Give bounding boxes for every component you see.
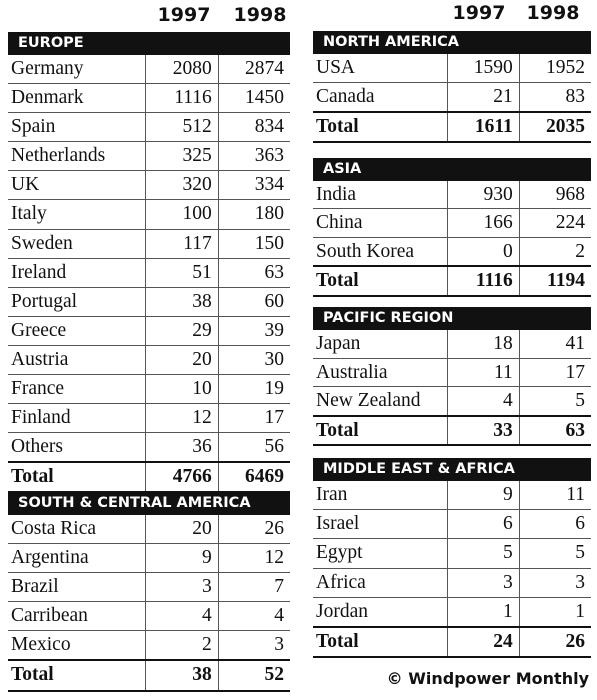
value-1997: 9 — [145, 544, 217, 572]
value-1997: 36 — [145, 433, 217, 461]
country-name: France — [11, 378, 65, 400]
value-1997: 18 — [447, 330, 519, 358]
value-1998: 334 — [218, 171, 290, 199]
table-row — [313, 598, 591, 626]
total-row — [8, 461, 290, 493]
country-name: Netherlands — [11, 145, 106, 167]
region-title: PACIFIC REGION — [313, 307, 591, 330]
country-name: USA — [316, 57, 356, 78]
value-1998: 39 — [218, 317, 290, 345]
value-1997: 9 — [447, 481, 519, 509]
country-name: Canada — [316, 86, 375, 107]
region-pacific-region — [313, 307, 591, 446]
value-1998: 2874 — [218, 55, 290, 83]
country-name: Iran — [316, 484, 348, 505]
country-name: Brazil — [11, 576, 59, 598]
table-row — [8, 200, 290, 229]
table-row — [313, 181, 591, 209]
value-1997: 38 — [145, 288, 217, 316]
table-row — [313, 209, 591, 237]
value-1997: 320 — [145, 171, 217, 199]
value-1998: 1450 — [218, 84, 290, 112]
table-row — [8, 230, 290, 259]
value-1997: 1116 — [447, 267, 519, 294]
country-name: South Korea — [316, 240, 415, 262]
total-row — [313, 265, 591, 296]
value-1998: 26 — [218, 515, 290, 543]
table-row — [313, 238, 591, 265]
value-1997: 0 — [447, 238, 519, 265]
value-1997: 38 — [145, 661, 217, 689]
country-name: Israel — [316, 513, 360, 535]
country-name: Sweden — [11, 232, 73, 254]
table-row — [8, 113, 290, 142]
country-name: Japan — [316, 333, 361, 354]
left-year-header — [8, 2, 290, 28]
table-row — [8, 288, 290, 317]
value-1998: 63 — [519, 417, 591, 445]
value-1998: 3 — [218, 631, 290, 659]
value-1997: 166 — [447, 209, 519, 236]
table-row — [313, 510, 591, 539]
country-name: Spain — [11, 116, 56, 138]
region-asia — [313, 158, 591, 297]
value-1998: 363 — [218, 142, 290, 170]
total-row — [313, 111, 591, 143]
value-1998: 7 — [218, 573, 290, 601]
country-name: Carribean — [11, 605, 88, 627]
country-name: Australia — [316, 361, 388, 383]
table-row — [313, 481, 591, 510]
value-1997: 117 — [145, 230, 217, 258]
value-1998: 2 — [519, 238, 591, 265]
value-1998: 52 — [218, 661, 290, 689]
value-1998: 1952 — [519, 54, 591, 82]
value-1998: 12 — [218, 544, 290, 572]
region-title: EUROPE — [8, 32, 290, 55]
region-title: SOUTH & CENTRAL AMERICA — [8, 492, 290, 515]
table-row — [8, 259, 290, 288]
value-1997: 100 — [145, 200, 217, 228]
value-1997: 2080 — [145, 55, 217, 83]
country-name: Portugal — [11, 290, 78, 312]
left-year-1998: 1998 — [233, 4, 287, 26]
table-row — [8, 631, 290, 659]
total-row — [313, 415, 591, 447]
country-name: Egypt — [316, 542, 363, 564]
region-middle-east-and-africa — [313, 458, 591, 658]
total-label: Total — [316, 630, 359, 652]
total-label: Total — [316, 116, 359, 137]
table-row — [8, 433, 290, 461]
right-year-1998: 1998 — [526, 2, 580, 24]
value-1997: 6 — [447, 510, 519, 538]
value-1997: 20 — [145, 515, 217, 543]
total-label: Total — [316, 419, 359, 441]
table-row — [313, 83, 591, 111]
value-1998: 41 — [519, 330, 591, 358]
value-1997: 24 — [447, 628, 519, 656]
table-row — [8, 573, 290, 602]
country-name: UK — [11, 174, 40, 196]
country-name: Denmark — [11, 87, 84, 109]
value-1998: 30 — [218, 346, 290, 374]
value-1997: 1 — [447, 598, 519, 626]
right-year-header — [313, 0, 591, 26]
country-name: Finland — [11, 407, 71, 429]
value-1997: 33 — [447, 417, 519, 445]
value-1997: 4 — [447, 387, 519, 415]
country-name: China — [316, 212, 363, 234]
value-1998: 26 — [519, 628, 591, 656]
value-1998: 6469 — [218, 463, 290, 491]
table-row — [8, 375, 290, 404]
value-1998: 56 — [218, 433, 290, 461]
value-1997: 4 — [145, 602, 217, 630]
total-label: Total — [316, 270, 359, 292]
value-1998: 150 — [218, 230, 290, 258]
country-name: New Zealand — [316, 390, 421, 412]
total-label: Total — [11, 664, 54, 686]
value-1997: 11 — [447, 359, 519, 387]
value-1997: 1611 — [447, 113, 519, 141]
region-title: MIDDLE EAST & AFRICA — [313, 458, 591, 481]
table-row — [8, 142, 290, 171]
region-title: NORTH AMERICA — [313, 31, 591, 54]
table-row — [8, 55, 290, 84]
value-1997: 930 — [447, 181, 519, 208]
country-name: Mexico — [11, 634, 71, 656]
region-europe — [8, 32, 290, 493]
value-1998: 224 — [519, 209, 591, 236]
value-1998: 83 — [519, 83, 591, 111]
table-row — [313, 330, 591, 359]
country-name: Costa Rica — [11, 518, 97, 539]
value-1998: 180 — [218, 200, 290, 228]
value-1998: 60 — [218, 288, 290, 316]
country-name: Others — [11, 436, 63, 458]
table-row — [313, 569, 591, 598]
region-title: ASIA — [313, 158, 591, 181]
country-name: Ireland — [11, 261, 67, 283]
value-1998: 834 — [218, 113, 290, 141]
credit-text: © Windpower Monthly — [386, 669, 589, 688]
value-1997: 12 — [145, 404, 217, 432]
country-name: Austria — [11, 348, 69, 370]
value-1998: 5 — [519, 539, 591, 567]
value-1997: 2 — [145, 631, 217, 659]
right-year-1997: 1997 — [452, 2, 506, 24]
table-row — [313, 387, 591, 415]
total-row — [8, 659, 290, 691]
table-row — [8, 317, 290, 346]
total-label: Total — [11, 466, 54, 488]
value-1998: 11 — [519, 481, 591, 509]
table-row — [313, 54, 591, 83]
table-row — [8, 84, 290, 113]
country-name: Germany — [11, 58, 84, 79]
value-1997: 51 — [145, 259, 217, 287]
value-1997: 21 — [447, 83, 519, 111]
region-south-and-central-america — [8, 492, 290, 692]
value-1998: 19 — [218, 375, 290, 403]
value-1998: 968 — [519, 181, 591, 208]
value-1997: 1116 — [145, 84, 217, 112]
value-1998: 17 — [519, 359, 591, 387]
value-1998: 2035 — [519, 113, 591, 141]
table-row — [313, 359, 591, 388]
country-name: Jordan — [316, 600, 368, 622]
table-row — [8, 404, 290, 433]
value-1997: 1590 — [447, 54, 519, 82]
country-name: Italy — [11, 203, 47, 225]
value-1998: 4 — [218, 602, 290, 630]
total-row — [313, 626, 591, 658]
value-1997: 5 — [447, 539, 519, 567]
country-name: India — [316, 184, 357, 205]
value-1997: 20 — [145, 346, 217, 374]
value-1998: 63 — [218, 259, 290, 287]
table-row — [8, 544, 290, 573]
country-name: Africa — [316, 571, 366, 593]
table-row — [8, 515, 290, 544]
country-name: Argentina — [11, 547, 89, 569]
value-1997: 3 — [145, 573, 217, 601]
region-north-america — [313, 31, 591, 143]
value-1998: 3 — [519, 569, 591, 597]
value-1997: 10 — [145, 375, 217, 403]
value-1997: 4766 — [145, 463, 217, 491]
value-1998: 1194 — [519, 267, 591, 294]
table-row — [8, 346, 290, 375]
value-1997: 512 — [145, 113, 217, 141]
table-row — [8, 171, 290, 200]
country-name: Greece — [11, 319, 67, 341]
value-1998: 6 — [519, 510, 591, 538]
value-1997: 3 — [447, 569, 519, 597]
table-row — [313, 539, 591, 568]
value-1998: 17 — [218, 404, 290, 432]
value-1997: 325 — [145, 142, 217, 170]
value-1997: 29 — [145, 317, 217, 345]
value-1998: 1 — [519, 598, 591, 626]
left-year-1997: 1997 — [157, 4, 211, 26]
table-row — [8, 602, 290, 631]
value-1998: 5 — [519, 387, 591, 415]
